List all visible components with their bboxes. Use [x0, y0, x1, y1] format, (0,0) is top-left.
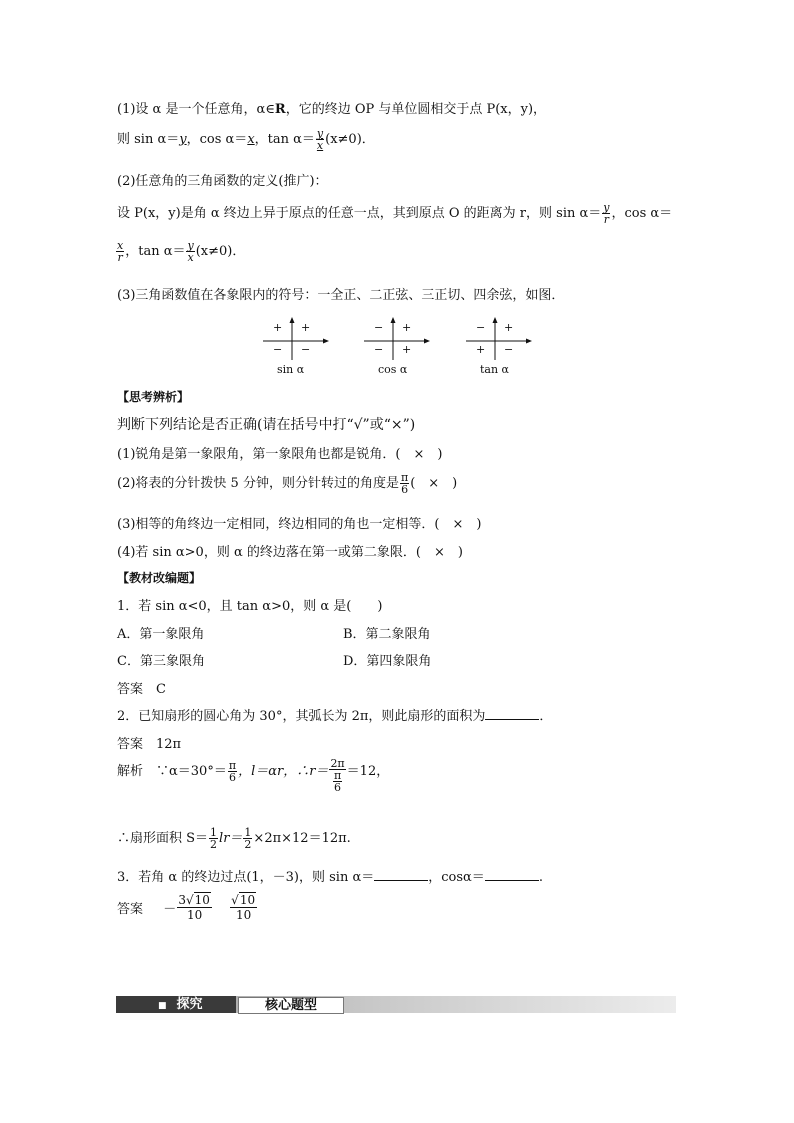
answer-label: 答案: [117, 902, 144, 917]
q3-stem-text: 3．若角 α 的终边过点(1，－3)，则 sin α＝: [117, 870, 375, 885]
tan-fraction: [316, 128, 324, 151]
q3-answer: [117, 893, 258, 922]
compound-frac: [329, 758, 345, 793]
sin-frac: [602, 202, 610, 225]
sin-answer-frac: [177, 893, 212, 922]
think-title: 【思考辨析】: [117, 390, 190, 404]
quadrant-diagram: [263, 316, 329, 378]
frac-den: 10: [236, 908, 252, 922]
frac-num: y: [316, 127, 324, 140]
para-2: (2)任意角的三角函数的定义(推广)：: [117, 174, 328, 189]
pi-6-frac: [400, 472, 409, 495]
frac-num: y: [603, 201, 610, 214]
sin-value: y: [179, 132, 187, 147]
q2-answer: 答案 12π: [117, 737, 182, 752]
frac-num: 1: [244, 826, 252, 839]
q1-stem: 1．若 sin α<0，且 tan α>0，则 α 是( ): [117, 599, 383, 614]
radicand: 10: [239, 893, 256, 907]
tan-lead: ，tan α＝: [254, 132, 315, 147]
q1-option-a: A．第一象限角: [117, 627, 205, 642]
frac-den: 2: [210, 838, 218, 851]
quadrant-diagram: [466, 316, 532, 378]
frac-num: π: [400, 471, 409, 484]
tan-lead: ，tan α＝: [125, 244, 186, 259]
frac-den: 6: [401, 483, 409, 496]
para-3-lead: 设 P(x，y)是角 α 终边上异于原点的任意一点，其到原点 O 的距离为 r，则 sin α＝: [117, 206, 602, 221]
cos-lead: ，cos α＝: [186, 132, 248, 147]
cos-answer-frac: [230, 893, 257, 922]
diagram-label: cos α: [378, 363, 408, 376]
area-mid: lr＝: [219, 831, 243, 846]
para-1-rest: ，它的终边 OP 与单位圆相交于点 P(x，y)，: [285, 102, 547, 117]
inner-den: 6: [334, 781, 342, 794]
think-item-2: [117, 472, 457, 495]
quadrant-sign-q1: +: [504, 321, 514, 334]
quadrant-sign-q4: −: [504, 343, 514, 356]
q1-option-d: D．第四象限角: [343, 654, 432, 669]
cos-value: x: [247, 132, 255, 147]
quadrant-sign-q4: +: [402, 343, 412, 356]
answer-blank-cos: [485, 870, 539, 881]
quadrant-sign-q2: −: [374, 321, 384, 334]
quadrant-sign-q3: +: [476, 343, 486, 356]
q3-stem: [117, 866, 543, 885]
quadrant-diagram: [364, 316, 430, 378]
q1-option-b: B．第二象限角: [343, 627, 431, 642]
radicand: 10: [194, 893, 210, 907]
q2-stem: [117, 705, 552, 724]
pi-6-frac: [228, 760, 237, 783]
frac-den: r: [603, 213, 609, 226]
para-1b: [117, 128, 375, 151]
para-3-tail: ，cos α＝: [611, 206, 673, 221]
tan-frac: [186, 240, 194, 263]
think-item-1: (1)锐角是第一象限角，第一象限角也都是锐角．( × ): [117, 447, 443, 462]
answer-blank: [485, 709, 539, 720]
para-3: [117, 202, 672, 225]
frac-num: x: [117, 239, 124, 252]
tan-cond: (x≠0)．: [325, 132, 375, 147]
quadrant-sign-q1: +: [402, 321, 412, 334]
q2-area: [117, 827, 351, 850]
section-explore-label: 探究: [176, 997, 203, 1012]
frac-den: 2: [244, 838, 252, 851]
sin-lead: 则 sin α＝: [117, 132, 180, 147]
cos-frac: [116, 240, 124, 263]
quadrant-sign-q3: −: [374, 343, 384, 356]
inner-num: π: [333, 769, 342, 782]
textbook-title: 【教材改编题】: [117, 571, 202, 585]
half-frac-2: [243, 827, 252, 850]
para-1-text: (1)设 α 是一个任意角，α∈: [117, 102, 275, 117]
analysis-lead: 解析 ∵α＝30°＝: [117, 764, 227, 779]
quadrant-sign-q2: +: [273, 321, 283, 334]
frac-num: y: [187, 239, 194, 252]
answer-blank-sin: [374, 870, 428, 881]
frac-num: π: [228, 759, 237, 772]
think-intro: 判断下列结论是否正确(请在括号中打“√”或“×”): [117, 417, 416, 433]
item-2-lead: (2)将表的分针拨快 5 分钟，则分针转过的角度是: [117, 476, 399, 491]
diagram-label: sin α: [277, 363, 305, 376]
analysis-end: ＝12，: [346, 764, 390, 779]
frac-den: 10: [186, 908, 203, 922]
para-4: (3)三角函数值在各象限内的符号：一全正、二正弦、三正切、四余弦，如图．: [117, 288, 565, 303]
tan-cond: (x≠0)．: [195, 244, 246, 259]
half-frac: [209, 827, 218, 850]
frac-num: 2π: [330, 757, 345, 770]
frac-num: 3√10: [178, 893, 210, 907]
quadrant-sign-q2: −: [476, 321, 486, 334]
minus-sign: －: [163, 902, 177, 917]
area-lead: ∴扇形面积 S＝: [117, 831, 209, 846]
diagram-label: tan α: [480, 363, 509, 376]
quadrant-sign-q3: −: [273, 343, 283, 356]
frac-den: x: [316, 139, 324, 152]
frac-den: x: [187, 251, 194, 264]
q1-answer: 答案 C: [117, 682, 166, 697]
frac-num: √10: [231, 893, 256, 907]
area-end: ×2π×12＝12π.: [253, 831, 351, 846]
q2-stem-text: 2．已知扇形的圆心角为 30°，其弧长为 2π，则此扇形的面积为: [117, 709, 486, 724]
q2-analysis: [117, 757, 390, 794]
section-core-types: 核心题型: [238, 997, 344, 1014]
frac-den: [332, 770, 343, 793]
frac-den: 6: [228, 771, 236, 784]
q2-stem-end: ．: [539, 709, 553, 724]
para-1: [117, 98, 546, 117]
para-3b: [115, 240, 245, 263]
frac-den: r: [117, 251, 123, 264]
q1-option-c: C．第三象限角: [117, 654, 205, 669]
frac-num: 1: [210, 826, 218, 839]
q3-stem-mid: ，cosα＝: [428, 870, 485, 885]
think-item-4: (4)若 sin α>0，则 α 的终边落在第一或第二象限．( × ): [117, 545, 463, 560]
think-item-3: (3)相等的角终边一定相同，终边相同的角也一定相等．( × ): [117, 517, 482, 532]
quadrant-sign-q1: +: [301, 321, 311, 334]
square-icon: ■: [158, 1001, 167, 1011]
analysis-mid: ，l＝αr，∴r＝: [238, 764, 329, 779]
set-r: R: [274, 102, 286, 117]
section-bar: [116, 996, 676, 1013]
q3-stem-end: .: [538, 870, 543, 885]
quadrant-sign-q4: −: [301, 343, 311, 356]
section-explore: [116, 996, 236, 1013]
item-2-tail: ( × ): [410, 476, 458, 491]
coef: 3: [178, 893, 186, 907]
